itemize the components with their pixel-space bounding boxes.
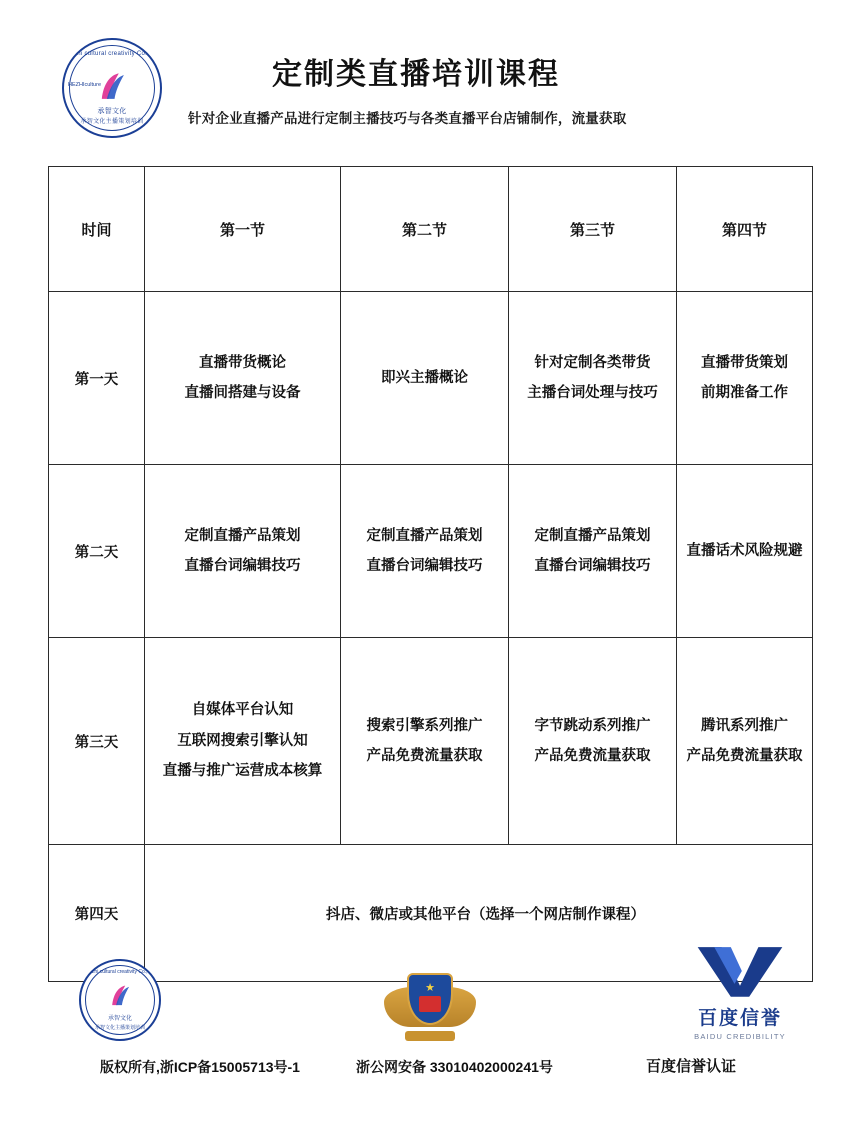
footer-seal-icon xyxy=(79,959,161,1041)
table-header-row xyxy=(49,167,813,292)
cell-line: 产品免费流量获取 xyxy=(534,748,651,764)
emblem-inner-block xyxy=(419,996,441,1012)
cell-day2-session3 xyxy=(509,465,677,638)
seal-bottom-text: 承智文化主播策划培训 xyxy=(94,1025,145,1031)
page-footer xyxy=(0,949,860,1099)
police-record-text[interactable]: 浙公网安备 33010402000241号 xyxy=(356,1059,553,1075)
cell-day2-session2 xyxy=(341,465,509,638)
row-label-day-2: 第二天 xyxy=(49,465,145,638)
cell-line: 腾讯系列推广 xyxy=(701,717,788,734)
seal-side-text: HEZHIculture xyxy=(68,82,102,88)
row-label-day-1: 第一天 xyxy=(49,292,145,465)
seal-top-text: Hezhi cultural creativity Co.,Ltd xyxy=(65,51,159,57)
cell-line: 直播带货策划 xyxy=(701,354,788,371)
cell-line: 产品免费流量获取 xyxy=(686,748,803,764)
cell-line: 产品免费流量获取 xyxy=(366,748,483,764)
emblem-star-icon: ★ xyxy=(425,982,435,994)
cell-line: 自媒体平台认知 xyxy=(191,702,294,719)
page-subtitle: 针对企业直播产品进行定制主播技巧与各类直播平台店铺制作，流量获取 xyxy=(188,111,627,126)
cell-line: 前期准备工作 xyxy=(701,385,788,401)
cell-day3-session4 xyxy=(677,638,813,845)
cell-line: 搜索引擎系列推广 xyxy=(366,717,483,734)
row-label-day-3: 第三天 xyxy=(49,638,145,845)
cell-day1-session1 xyxy=(145,292,341,465)
table-row xyxy=(49,292,813,465)
cell-line: 即兴主播概论 xyxy=(381,369,468,386)
cell-line: 互联网搜索引擎认知 xyxy=(177,732,308,749)
brand-swoosh-icon xyxy=(95,70,129,104)
copyright-text[interactable]: 版权所有,浙ICP备15005713号-1 xyxy=(100,1059,300,1075)
table-row xyxy=(49,638,813,845)
footer-badges xyxy=(0,949,860,1041)
company-seal-badge xyxy=(40,959,200,1041)
cell-line: 直播台词编辑技巧 xyxy=(534,558,651,574)
cell-line: 针对定制各类带货 xyxy=(534,354,651,371)
column-header-session-4: 第四节 xyxy=(677,167,813,292)
page-header xyxy=(62,0,860,138)
police-emblem-icon xyxy=(384,969,476,1041)
page-title: 定制类直播培训课程 xyxy=(272,58,560,91)
cell-line: 定制直播产品策划 xyxy=(184,527,301,544)
cell-line: 直播台词编辑技巧 xyxy=(366,558,483,574)
seal-top-text: Hezhi cultural creativity Co.,Ltd xyxy=(85,969,155,975)
cell-line: 直播间搭建与设备 xyxy=(184,385,301,401)
cell-day3-session1 xyxy=(145,638,341,845)
cell-day3-session3 xyxy=(509,638,677,845)
cell-day2-session1 xyxy=(145,465,341,638)
schedule-table-wrap xyxy=(48,166,812,982)
emblem-base xyxy=(405,1031,455,1041)
seal-company-name: 承智文化 xyxy=(107,1016,132,1022)
brand-swoosh-icon xyxy=(107,983,133,1009)
column-header-time: 时间 xyxy=(49,167,145,292)
column-header-session-3: 第三节 xyxy=(509,167,677,292)
cell-line: 直播话术风险规避 xyxy=(686,542,803,559)
baidu-badge-title: 百度信誉 xyxy=(697,1008,782,1030)
cell-day3-session2 xyxy=(341,638,509,845)
column-header-session-2: 第二节 xyxy=(341,167,509,292)
cell-line: 字节跳动系列推广 xyxy=(534,717,651,734)
cell-day1-session4 xyxy=(677,292,813,465)
cell-line: 直播与推广运营成本核算 xyxy=(162,763,323,780)
cell-line: 定制直播产品策划 xyxy=(366,527,483,544)
cell-line: 直播台词编辑技巧 xyxy=(184,558,301,574)
cell-line: 定制直播产品策划 xyxy=(534,527,651,544)
schedule-table xyxy=(48,166,813,982)
cell-day1-session3 xyxy=(509,292,677,465)
cell-line: 直播带货概论 xyxy=(199,354,286,371)
seal-bottom-text: 承智文化主播策划培训 xyxy=(80,119,144,125)
cell-day2-session4 xyxy=(677,465,813,638)
baidu-credibility-badge[interactable] xyxy=(660,943,820,1041)
police-record-badge[interactable] xyxy=(350,969,510,1041)
cell-day1-session2 xyxy=(341,292,509,465)
baidu-badge-subtitle: BAIDU CREDIBILITY xyxy=(694,1032,786,1041)
baidu-credibility-text[interactable]: 百度信誉认证 xyxy=(646,1058,737,1075)
table-body xyxy=(49,292,813,982)
cell-line: 主播台词处理与技巧 xyxy=(527,385,658,401)
baidu-v-icon xyxy=(694,943,786,999)
table-row xyxy=(49,465,813,638)
row-label-day-4: 第四天 xyxy=(49,845,145,982)
column-header-session-1: 第一节 xyxy=(145,167,341,292)
cell-day4-all-sessions: 抖店、微店或其他平台（选择一个网店制作课程） xyxy=(145,845,813,982)
seal-company-name: 承智文化 xyxy=(97,108,127,115)
footer-text-row xyxy=(0,1049,860,1083)
header-text-block xyxy=(188,49,626,127)
company-seal-logo xyxy=(62,38,162,138)
